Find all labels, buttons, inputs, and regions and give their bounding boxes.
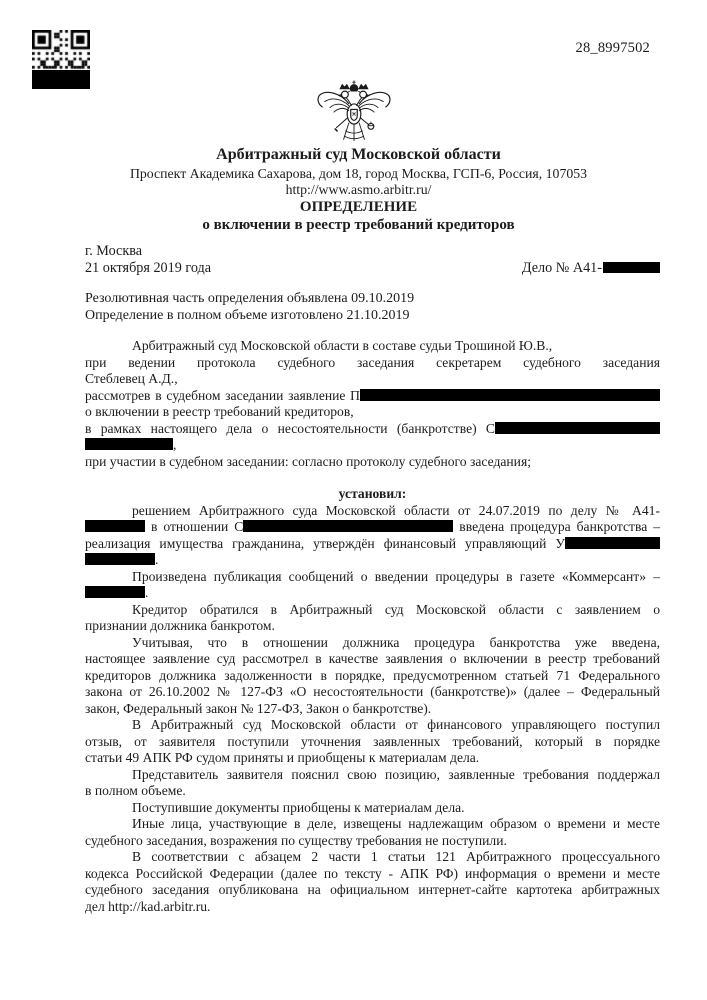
text-run: о включении в реестр требований кредиторов, <box>85 404 354 419</box>
body-line <box>85 833 660 850</box>
text-run: решением Арбитражного суда Московской области от 24.07.2019 по делу № А41- <box>132 502 660 518</box>
resolutive-announced-line: Резолютивная часть определения объявлена 09.10.2019 <box>85 291 415 306</box>
text-run: реализация имущества гражданина, утверждён финансовый управляющий У <box>85 535 565 551</box>
document-type-title: ОПРЕДЕЛЕНИЕ <box>299 199 418 215</box>
redaction-bar <box>85 438 173 450</box>
text-run: закон, Федеральный закон № 127-ФЗ, Закон о банкротстве). <box>85 700 432 716</box>
text-run: Учитывая, что в отношении должника процедура банкротства уже введена, <box>132 634 660 650</box>
text-run: при участии в судебном заседании: согласно протоколу судебного заседания; <box>85 453 531 469</box>
body-line <box>85 783 660 800</box>
resolutive-block <box>85 290 660 324</box>
text-run: , <box>173 437 177 452</box>
text-run: в отношении С <box>145 519 244 534</box>
court-name: Арбитражный суд Московской области <box>216 146 501 163</box>
body-line <box>85 519 660 536</box>
body-line <box>85 734 660 751</box>
text-run: судебного заседания опубликована на официальном интернет-сайте картотека арбитражных <box>85 882 660 897</box>
resolutive-made-line: Определение в полном объеме изготовлено 21.10.2019 <box>85 308 410 323</box>
text-run: В Арбитражный суд Московской области от финансового управляющего поступил <box>132 717 660 732</box>
text-run: Кредитор обратился в Арбитражный суд Московской области с заявлением о <box>132 601 660 617</box>
redaction-bar <box>85 520 145 532</box>
document-subject-title: о включении в реестр требований кредиторов <box>202 217 515 233</box>
case-number-label: Дело № А41- <box>521 260 602 276</box>
body-line <box>85 717 660 734</box>
text-run: дел http://kad.arbitr.ru. <box>85 898 211 914</box>
text-run: признании должника банкротом. <box>85 618 275 633</box>
body-line <box>85 668 660 685</box>
date-and-case-row <box>85 260 660 277</box>
text-run: . <box>155 552 159 567</box>
body-line <box>85 569 660 586</box>
text-run: статьи 49 АПК РФ судом приняты и приобщены к материалам дела. <box>85 750 480 765</box>
body-line <box>85 618 660 635</box>
court-address: Проспект Академика Сахарова, дом 18, город Москва, ГСП-6, Россия, 107053 <box>129 166 588 181</box>
text-run: Представитель заявителя пояснил свою позицию, заявленные требования поддержал <box>132 766 660 782</box>
text-run: В соответствии с абзацем 2 части 1 статьи 121 Арбитражного процессуального <box>132 849 660 864</box>
case-number <box>522 260 660 277</box>
text-run: установил: <box>338 486 407 501</box>
text-run: . <box>145 585 149 600</box>
redaction-bar <box>85 553 155 565</box>
body-line <box>85 899 660 916</box>
text-run: в рамках настоящего дела о несостоятельности (банкротстве) С <box>85 420 495 436</box>
document-header <box>50 146 667 234</box>
body-line <box>85 388 660 405</box>
body-line <box>85 800 660 817</box>
body-line <box>85 486 660 503</box>
place-line: г. Москва <box>85 243 143 259</box>
text-run: при ведении протокола судебного заседания секретарем судебного заседания <box>85 354 660 370</box>
document-number: 28_8997502 <box>575 40 650 56</box>
text-run: настоящее заявление суд рассмотрел в качестве заявления о включении в реестр требований <box>85 651 660 666</box>
body-line <box>85 404 660 421</box>
body-line <box>85 602 660 619</box>
text-run: в полном объеме. <box>85 783 186 798</box>
body-line <box>85 536 660 553</box>
body-line <box>85 371 660 388</box>
text-run: Иные лица, участвующие в деле, извещены надлежащим образом о времени и месте <box>132 816 660 831</box>
document-body <box>85 338 660 915</box>
body-line <box>85 849 660 866</box>
body-line <box>85 355 660 372</box>
case-number-redaction-bar <box>603 262 660 273</box>
body-line <box>85 585 660 602</box>
text-run: закона от 26.10.2002 № 127-ФЗ «О несостоятельности (банкротстве)» (далее – Федеральный <box>85 684 660 699</box>
body-line <box>85 635 660 652</box>
redaction-bar <box>85 586 145 598</box>
text-run: кредиторов должника задолженности в порядке, предусмотренном статьей 71 Федерального <box>85 667 660 683</box>
body-line <box>85 816 660 833</box>
text-run: Стеблевец А.Д., <box>85 371 178 386</box>
body-line <box>85 750 660 767</box>
body-line <box>85 866 660 883</box>
redaction-bar <box>495 422 660 434</box>
coat-of-arms-icon <box>0 80 707 148</box>
body-line <box>85 338 660 355</box>
body-line <box>85 767 660 784</box>
text-run: Арбитражный суд Московской области в составе судьи Трошиной Ю.В., <box>132 338 553 353</box>
redaction-bar <box>360 389 660 401</box>
body-line <box>85 684 660 701</box>
body-line <box>85 503 660 520</box>
document-date: 21 октября 2019 года <box>85 260 212 276</box>
body-line <box>85 454 660 471</box>
text-run: введена процедура банкротства – <box>453 519 661 534</box>
body-line <box>85 701 660 718</box>
text-run: Поступившие документы приобщены к материалам дела. <box>132 799 465 815</box>
body-line <box>85 437 660 454</box>
redaction-bar <box>565 537 660 549</box>
body-line <box>85 882 660 899</box>
body-line <box>85 421 660 438</box>
redaction-bar <box>243 520 453 532</box>
text-run: рассмотрев в судебном заседании заявление П <box>85 387 360 403</box>
document-content <box>85 243 660 915</box>
text-run: кодекса Российской Федерации (далее по тексту - АПК РФ) информация о времени и месте <box>85 865 660 881</box>
text-run: отзыв, от заявителя поступили уточнения заявленных требований, который в порядке <box>85 733 660 749</box>
court-website: http://www.asmo.arbitr.ru/ <box>285 182 432 197</box>
body-line <box>85 651 660 668</box>
text-run: судебного заседания, возражения по существу требования не поступили. <box>85 832 507 848</box>
body-line <box>85 552 660 569</box>
text-run: Произведена публикация сообщений о введении процедуры в газете «Коммерсант» – <box>132 568 660 584</box>
